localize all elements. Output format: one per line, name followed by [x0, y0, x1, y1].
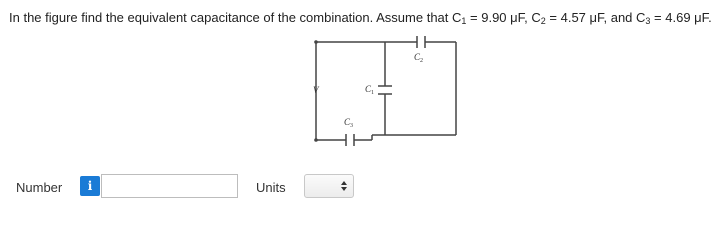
c2-label: C	[414, 52, 421, 62]
bottom-terminal	[314, 138, 318, 142]
info-icon[interactable]: i	[80, 176, 100, 196]
question-prefix: In the figure find the equivalent capacitance of the combination. Assume that	[9, 10, 453, 25]
units-label: Units	[256, 180, 286, 195]
c2-value: = 4.57 μF, and	[545, 10, 637, 25]
c1-subscript: 1	[461, 16, 467, 26]
units-select[interactable]	[304, 174, 354, 198]
answer-row	[0, 172, 700, 202]
question-text	[9, 10, 712, 26]
number-input[interactable]	[101, 174, 238, 198]
number-label: Number	[16, 180, 63, 195]
c3-symbol: C	[636, 10, 646, 25]
c2-subscript: 2	[540, 16, 546, 26]
c1-value: = 9.90 μF,	[466, 10, 532, 25]
c1-label: C	[365, 84, 372, 94]
select-arrows-icon	[341, 180, 347, 192]
c3-subscript: 3	[645, 16, 651, 26]
c1-capacitor	[378, 86, 392, 94]
c1-label-sub: 1	[371, 90, 374, 96]
circuit-diagram	[305, 32, 465, 152]
c3-label: C	[344, 117, 351, 127]
c2-label-sub: 2	[420, 58, 423, 64]
c3-label-sub: 3	[350, 123, 353, 129]
c2-capacitor	[417, 36, 425, 48]
voltage-label: V	[313, 85, 319, 95]
c1-symbol: C	[452, 10, 462, 25]
top-terminal	[314, 40, 318, 44]
c3-capacitor	[346, 134, 354, 146]
c3-value: = 4.69 μF.	[650, 10, 712, 25]
c2-symbol: C	[531, 10, 541, 25]
